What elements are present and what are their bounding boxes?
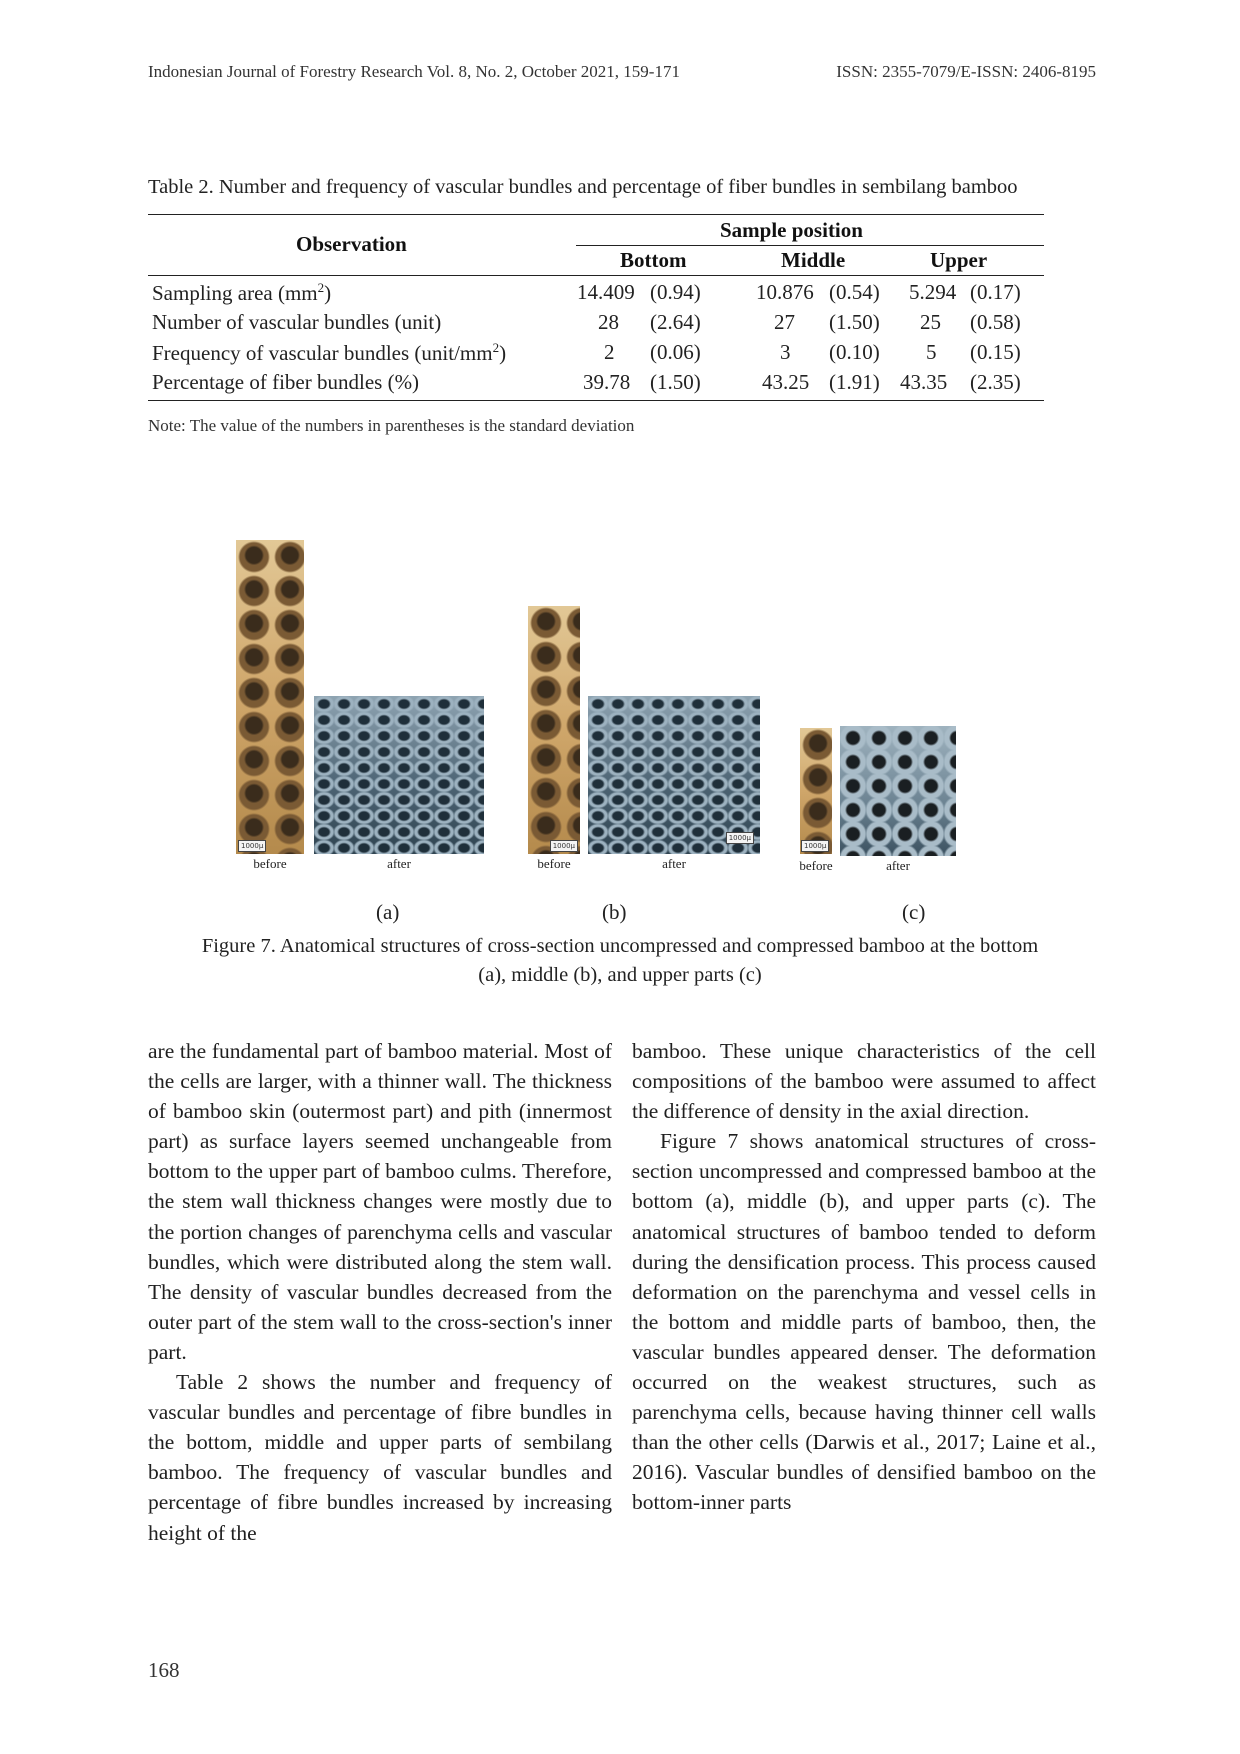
body-column-left [148,1036,612,1548]
row-label-sampling-area: Sampling area $(mm^2)$ [152,280,332,305]
sd-middle: (1.50) [829,310,880,334]
sd-middle: (1.91) [829,370,880,394]
scale-bar: 1000µ [801,840,829,852]
value-upper: 5 [926,340,937,364]
figure-caption-line1: Figure 7. Anatomical structures of cross-section uncompressed and compressed bamboo at the bottom [201,935,1039,957]
photo-b-after [588,696,760,854]
sd-middle: (0.10) [829,340,880,364]
panel-label-c: (c) [902,900,926,924]
header-sample-position: Sample position [720,218,863,242]
sd-bottom: (1.50) [650,370,701,394]
paragraph: are the fundamental part of bamboo material. Most of the cells are larger, with a thinner wall. The thickness of bamboo skin (outermost part) and pith (innermost part) as surface layers seemed unchangeable from bottom to the upper part of bamboo culms. Therefore, the stem wall thickness changes were mostly due to the portion changes of parenchyma cells and vascular bundles, which were distributed along the stem wall. The density of vascular bundles decreased from the outer part of the stem wall to the cross-section's inner part. [148,1039,612,1364]
table-header-rule [148,275,1044,276]
value-upper: 43.35 [900,370,948,394]
paragraph: Figure 7 shows anatomical structures of cross-section uncompressed and compressed bamboo at the bottom (a), middle (b), and upper parts (c). The anatomical structures of bamboo tended to deform during the densification process. This process caused deformation on the parenchyma and vessel cells in the bottom and middle parts of bamboo, then, the vascular bundles appeared denser. The deformation occurred on the weakest structures, such as parenchyma cells, because having thinner cell walls than the other cells (Darwis et al., 2017; Laine et al., 2016). Vascular bundles of densified bamboo on the bottom-inner parts [632,1129,1096,1515]
sd-upper: (0.58) [970,310,1021,334]
value-bottom: 14.409 [577,280,635,304]
page-number: 168 [148,1658,180,1682]
after-label: after [662,856,686,871]
header-observation: Observation [296,232,407,256]
data-table [148,214,1044,402]
table-bottom-rule [148,400,1044,401]
row-label-frequency-vascular-bundles: Frequency of vascular bundles $(unit/mm^2)$ [152,340,507,365]
value-middle: 43.25 [762,370,810,394]
table-top-rule [148,214,1044,215]
sd-upper: (0.15) [970,340,1021,364]
figure-caption-line2: (a), middle (b), and upper parts (c) [478,964,762,986]
before-label: before [799,858,833,873]
scale-bar: 1000µ [238,840,266,852]
row-label-percentage-fiber-bundles: Percentage of fiber bundles (%) [152,370,420,394]
row-label-number-vascular-bundles: Number of vascular bundles (unit) [152,310,442,334]
table-caption: Table 2. Number and frequency of vascular bundles and percentage of fiber bundles in sembilang bamboo [148,176,1018,198]
paragraph: bamboo. These unique characteristics of the cell compositions of the bamboo were assumed to affect the difference of density in the axial direction. [632,1039,1096,1124]
value-bottom: 2 [604,340,615,364]
sd-bottom: (0.94) [650,280,701,304]
body-column-right [632,1036,1096,1518]
scale-bar: 1000µ [726,832,754,844]
header-bottom: Bottom [620,248,687,272]
value-bottom: 28 [598,310,619,334]
running-head [148,62,1096,86]
value-upper: 5.294 [909,280,957,304]
sd-upper: (2.35) [970,370,1021,394]
sd-bottom: (2.64) [650,310,701,334]
header-middle: Middle [781,248,846,272]
value-middle: 10.876 [756,280,814,304]
before-label: before [537,856,571,871]
value-middle: 3 [780,340,791,364]
table-position-rule [576,245,1044,246]
after-label: after [387,856,411,871]
header-upper: Upper [930,248,988,272]
sd-middle: (0.54) [829,280,880,304]
value-middle: 27 [774,310,795,334]
panel-label-b: (b) [602,900,627,924]
journal-citation: Indonesian Journal of Forestry Research Vol. 8, No. 2, October 2021, 159-171 [148,62,680,81]
before-label: before [253,856,287,871]
photo-b-before [528,606,580,854]
scale-bar: 1000µ [550,840,578,852]
issn: ISSN: 2355-7079/E-ISSN: 2406-8195 [836,62,1096,81]
sd-bottom: (0.06) [650,340,701,364]
panel-label-a: (a) [376,900,400,924]
photo-a-before [236,540,304,854]
photo-a-after [314,696,484,854]
after-label: after [886,858,910,873]
value-bottom: 39.78 [583,370,631,394]
paragraph: Table 2 shows the number and frequency of vascular bundles and percentage of fibre bundles in the bottom, middle and upper parts of sembilang bamboo. The frequency of vascular bundles and percentage of fibre bundles increased by increasing height of the [148,1370,612,1545]
value-upper: 25 [920,310,941,334]
photo-c-before [800,728,832,854]
sd-upper: (0.17) [970,280,1021,304]
table-note: Note: The value of the numbers in parentheses is the standard deviation [148,416,635,435]
photo-c-after [840,726,956,856]
figure-caption [148,932,1092,990]
